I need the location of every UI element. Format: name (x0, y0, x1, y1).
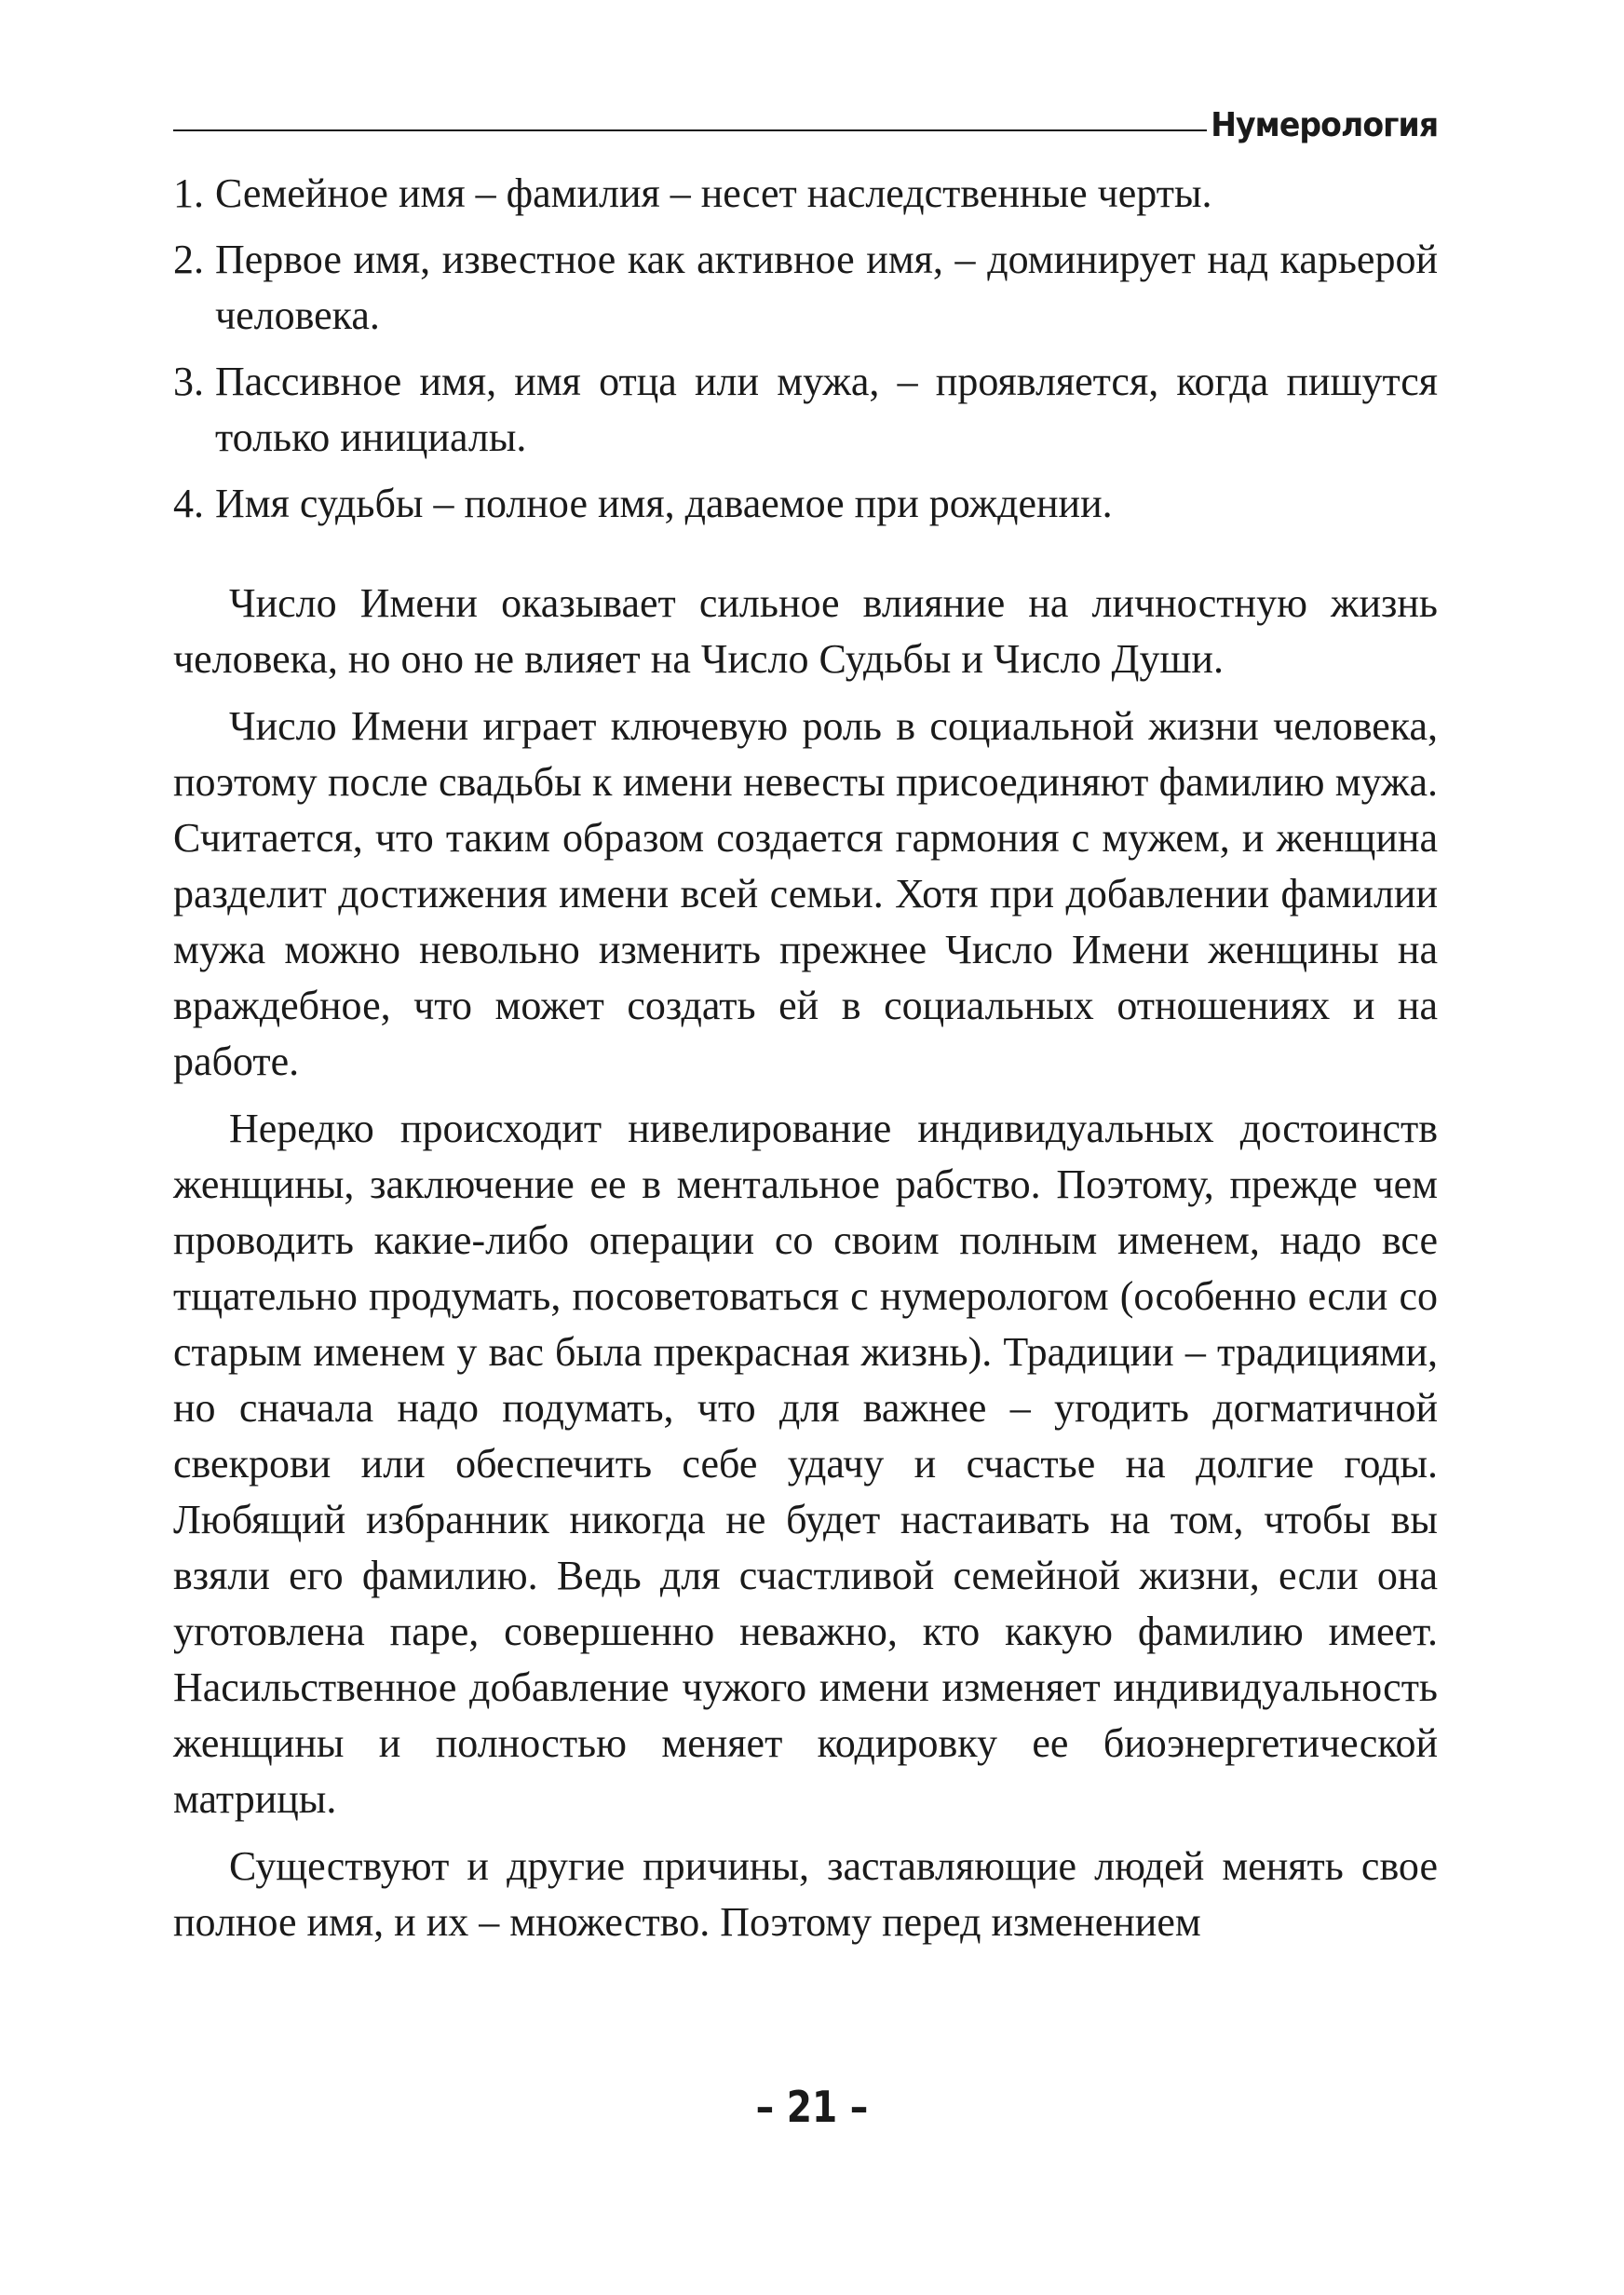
list-item-text: Пассивное имя, имя отца или мужа, – проявляется, когда пишутся только инициалы. (215, 359, 1438, 460)
list-item-number: 4. (173, 481, 204, 526)
list-item (173, 476, 1438, 532)
numbered-list (173, 166, 1438, 532)
list-item-text: Имя судьбы – полное имя, даваемое при рождении. (215, 481, 1113, 526)
list-item-text: Первое имя, известное как активное имя, – доминирует над карьерой человека. (215, 237, 1438, 338)
list-item-number: 2. (173, 237, 204, 282)
header-rule (173, 129, 1207, 131)
paragraph: Нередко происходит нивелирование индивидуальных достоинств женщины, заключение ее в ментальное рабство. Поэтому, прежде чем проводить какие-либо операции со своим полным именем, надо все тщательно продумать, посоветоваться с нумерологом (особенно если со старым именем у вас была прекрасная жизнь). Традиции – традициями, но сначала надо подумать, что для важнее – угодить догматичной свекрови или обеспечить себе удачу и счастье на долгие годы. Любящий избранник никогда не будет настаивать на том, чтобы вы взяли его фамилию. Ведь для счастливой семейной жизни, если она уготовлена паре, совершенно неважно, кто какую фамилию имеет. Насильственное добавление чужого имени изменяет индивидуальность женщины и полностью меняет кодировку ее биоэнергетической матрицы. (173, 1106, 1438, 1822)
page-number: – 21 – (755, 2082, 869, 2132)
paragraph: Число Имени играет ключевую роль в социальной жизни человека, поэтому после свадьбы к имени невесты присоединяют фамилию мужа. Считается, что таким образом создается гармония с мужем, и женщина разделит достижения имени всей семьи. Хотя при добавлении фамилии мужа можно невольно изменить прежнее Число Имени женщины на враждебное, что может создать ей в социальных отношениях и на работе. (173, 703, 1438, 1084)
paragraph: Существуют и другие причины, заставляющие людей менять свое полное имя, и их – множество. Поэтому перед изменением (173, 1843, 1438, 1945)
page-body (173, 166, 1438, 1962)
list-item-number: 1. (173, 170, 204, 216)
list-item-text: Семейное имя – фамилия – несет наследственные черты. (215, 170, 1212, 216)
list-item (173, 232, 1438, 344)
list-item (173, 354, 1438, 466)
running-header (173, 102, 1438, 149)
list-item (173, 166, 1438, 222)
list-item-number: 3. (173, 359, 204, 404)
paragraph: Число Имени оказывает сильное влияние на личностную жизнь человека, но оно не влияет на Число Судьбы и Число Души. (173, 580, 1438, 682)
header-title: Нумерология (1211, 106, 1438, 144)
